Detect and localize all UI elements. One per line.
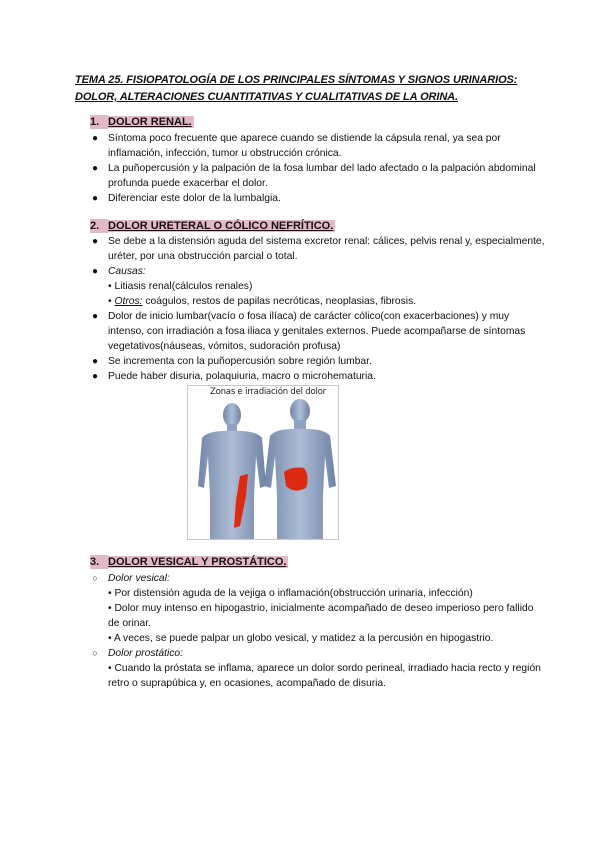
bullet-icon: ● bbox=[91, 266, 99, 277]
list-item: ● Se incrementa con la puñopercusión sobre región lumbar. bbox=[89, 354, 545, 369]
section-2-list bbox=[89, 234, 545, 384]
vesical-point-2: • Dolor muy intenso en hipogastrio, inicialmente acompañado de deseo imperioso pero fallido de orinar. bbox=[108, 603, 534, 629]
bullet-icon: ● bbox=[91, 163, 99, 174]
back-body bbox=[264, 399, 336, 539]
pain-irradiation-figure bbox=[187, 385, 339, 540]
list-item bbox=[89, 571, 545, 586]
list-item: ● Diferenciar este dolor de la lumbalgia. bbox=[89, 191, 545, 206]
bullet-icon: ● bbox=[91, 236, 99, 247]
pain-zone-lumbar bbox=[284, 468, 308, 491]
prostatico-point-1: • Cuando la próstata se inflama, aparece un dolor sordo perineal, irradiado hacia recto y región retro o suprapúbica y, en ocasiones, acompañado de disuria. bbox=[108, 663, 541, 689]
document-title bbox=[75, 72, 545, 106]
list-item: ● Dolor de inicio lumbar(vacío o fosa ilíaca) de carácter cólico(con exacerbaciones) y muy intenso, con irradiación a fosa iliaca y genitales externos. Puede acompañarse de síntomas vegetativos(náuseas, vómitos, sudoración profusa) bbox=[89, 309, 545, 354]
section-3-title: DOLOR VESICAL Y PROSTÁTICO. bbox=[108, 556, 287, 568]
figure-caption: Zonas e irradiación del dolor bbox=[210, 387, 326, 397]
title-line-1: TEMA 25. FISIOPATOLOGÍA DE LOS PRINCIPALES SÍNTOMAS Y SIGNOS URINARIOS: bbox=[75, 74, 518, 86]
body-illustration bbox=[188, 386, 338, 539]
vesical-point-1: • Por distensión aguda de la vejiga o inflamación(obstrucción urinaria, infección) bbox=[108, 588, 473, 599]
bullet-icon: ● bbox=[91, 371, 99, 382]
section-1-heading bbox=[90, 115, 194, 129]
section-2-heading bbox=[90, 219, 335, 233]
list-item: ● La puñopercusión y la palpación de la fosa lumbar del lado afectado o la palpación abdominal profunda puede exacerbar el dolor. bbox=[89, 161, 545, 191]
list-item bbox=[89, 264, 545, 279]
bullet-icon: ● bbox=[91, 133, 99, 144]
otros-label: Otros: bbox=[114, 296, 143, 307]
section-3-heading bbox=[90, 555, 288, 569]
bullet-icon: ● bbox=[91, 193, 99, 204]
bullet-icon: ● bbox=[91, 311, 99, 322]
front-body bbox=[198, 403, 266, 539]
list-item bbox=[89, 646, 545, 661]
section-2-title: DOLOR URETERAL O CÓLICO NEFRÍTICO. bbox=[108, 220, 334, 232]
section-3-number: 3. bbox=[90, 555, 108, 569]
section-2-number: 2. bbox=[90, 219, 108, 233]
list-item: ● Puede haber disuria, polaquiuria, macro o microhematuria. bbox=[89, 369, 545, 384]
bullet-icon: ○ bbox=[92, 648, 98, 658]
causa-litiasis: • Litiasis renal(cálculos renales) bbox=[108, 281, 253, 292]
causas-label: Causas: bbox=[108, 266, 146, 277]
dolor-prostatico-label: Dolor prostático: bbox=[108, 648, 183, 659]
vesical-point-3: • A veces, se puede palpar un globo vesical, y matidez a la percusión en hipogastrio. bbox=[108, 633, 494, 644]
list-item: ● Se debe a la distensión aguda del sistema excretor renal: cálices, pelvis renal y, especialmente, uréter, por una obstrucción parcial o total. bbox=[89, 234, 545, 264]
section-1-title: DOLOR RENAL. bbox=[108, 116, 192, 128]
bullet-icon: ● bbox=[91, 356, 99, 367]
bullet-icon: ○ bbox=[92, 573, 98, 583]
list-item: ● Síntoma poco frecuente que aparece cuando se distiende la cápsula renal, ya sea por inflamación, infección, tumor u obstrucción crónica. bbox=[89, 131, 545, 161]
dolor-vesical-label: Dolor vesical: bbox=[108, 573, 170, 584]
causa-otros: • Otros: coágulos, restos de papilas necróticas, neoplasias, fibrosis. bbox=[108, 296, 417, 307]
section-1-number: 1. bbox=[90, 115, 108, 129]
section-1-list bbox=[89, 131, 545, 206]
title-line-2: DOLOR, ALTERACIONES CUANTITATIVAS Y CUALITATIVAS DE LA ORINA. bbox=[75, 91, 458, 103]
section-3-list bbox=[89, 571, 545, 691]
